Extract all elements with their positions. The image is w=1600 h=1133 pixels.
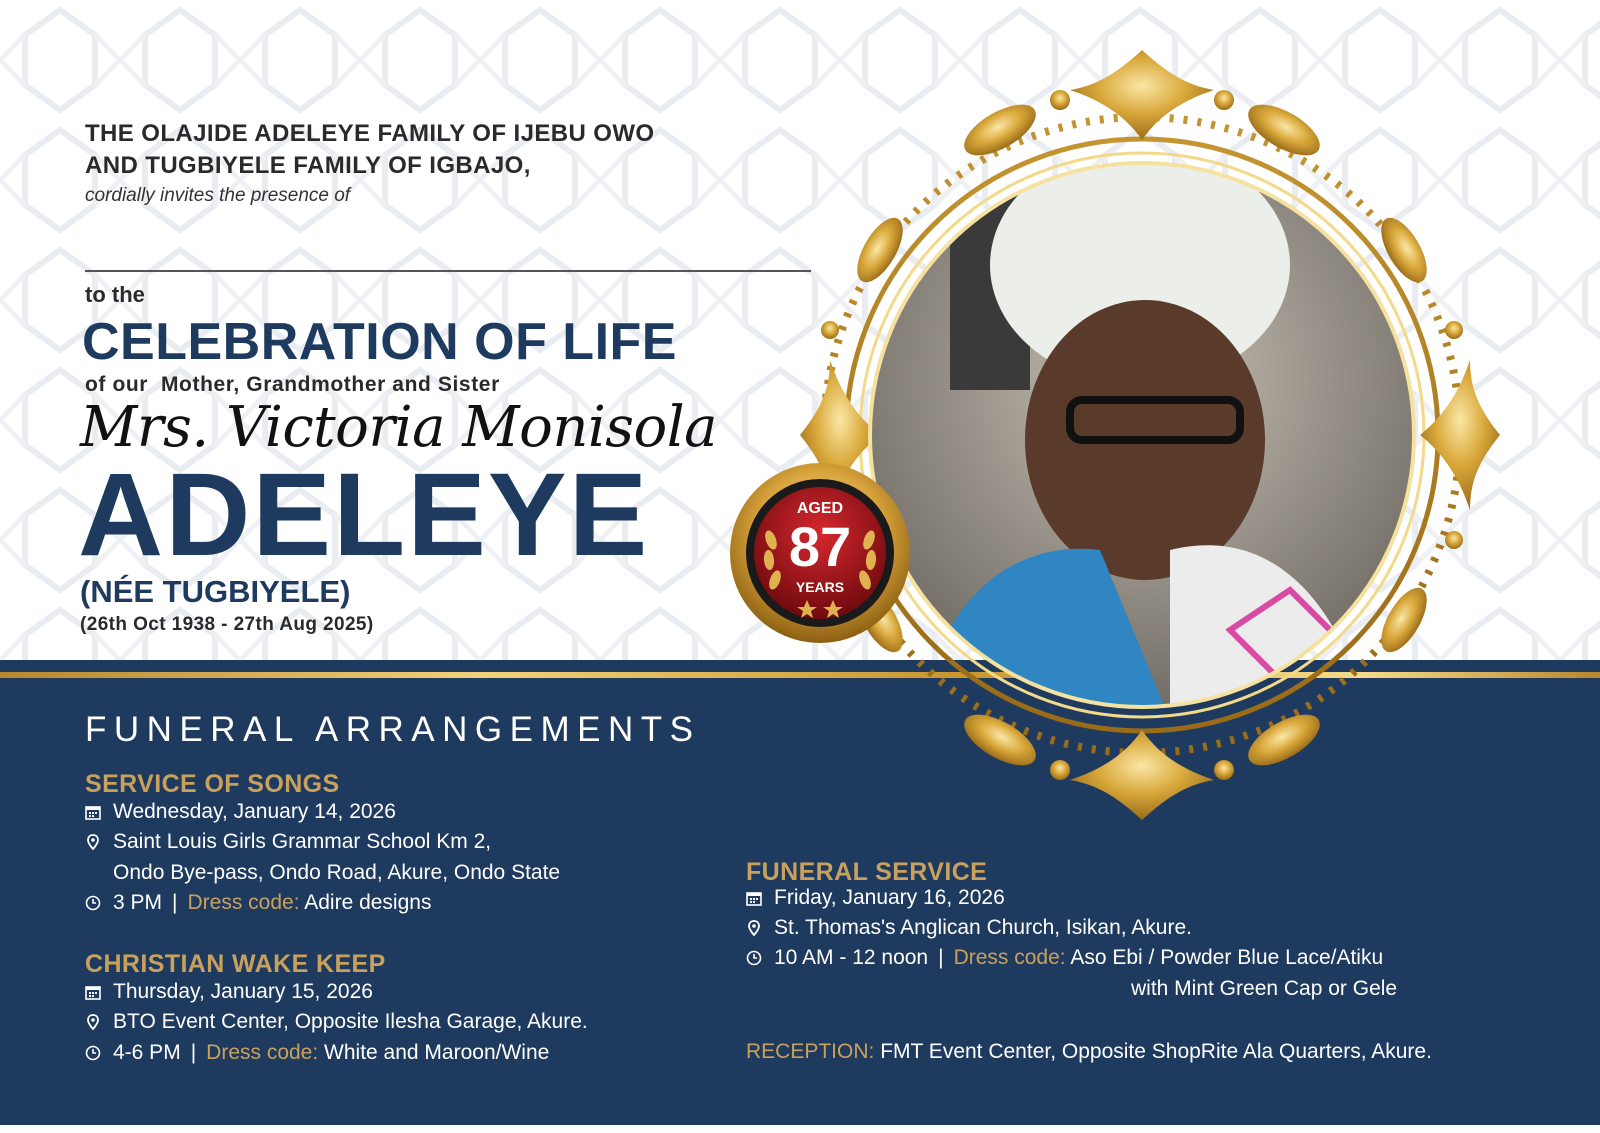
wake-keep-venue — [85, 1010, 588, 1034]
time-text: 4-6 PM — [113, 1041, 181, 1064]
bottom-white-strip — [0, 1125, 1600, 1133]
dress-code-label: Dress code: — [953, 946, 1066, 969]
badge-aged-label: AGED — [796, 500, 844, 517]
venue-text: BTO Event Center, Opposite Ilesha Garage, Akure. — [113, 1010, 588, 1033]
location-pin-icon — [85, 834, 101, 850]
dress-code-text: Aso Ebi / Powder Blue Lace/Atiku — [1070, 946, 1384, 969]
to-the-text: to the — [85, 282, 145, 307]
calendar-icon — [85, 984, 101, 1000]
time-text: 3 PM — [113, 891, 163, 914]
clock-icon — [85, 1045, 101, 1061]
funeral-service-time: 10 AM - 12 noon | Dress code: Aso Ebi / Powder Blue Lace/Atiku — [746, 946, 1383, 970]
deceased-surname: ADELEYE — [78, 449, 650, 581]
portrait-frame — [770, 30, 1570, 860]
dress-code-text: Adire designs — [304, 891, 432, 914]
service-of-songs-venue — [85, 830, 491, 854]
wake-keep-time: 4-6 PM | Dress code: White and Maroon/Wine — [85, 1041, 549, 1065]
venue-line-1: Saint Louis Girls Grammar School Km 2, — [113, 830, 492, 853]
wake-keep-date — [85, 980, 373, 1004]
reception-line — [746, 1040, 1432, 1064]
service-of-songs-title: SERVICE OF SONGS — [85, 770, 340, 798]
funeral-service-date — [746, 886, 1005, 910]
family-line-2: AND TUGBIYELE FAMILY OF IGBAJO, — [85, 152, 531, 179]
venue-text: St. Thomas's Anglican Church, Isikan, Akure. — [774, 916, 1192, 939]
calendar-icon — [85, 804, 101, 820]
badge-age-number: 87 — [788, 515, 852, 578]
reception-venue: FMT Event Center, Opposite ShopRite Ala Quarters, Akure. — [880, 1040, 1432, 1063]
location-pin-icon — [85, 1014, 101, 1030]
invites-text: cordially invites the presence of — [85, 185, 351, 206]
dress-code-line-2: with Mint Green Cap or Gele — [1131, 977, 1398, 1000]
dress-code-label: Dress code: — [187, 891, 300, 914]
reception-label: RECEPTION: — [746, 1040, 875, 1063]
life-dates: (26th Oct 1938 - 27th Aug 2025) — [80, 614, 374, 635]
funeral-service-venue — [746, 916, 1192, 940]
location-pin-icon — [746, 920, 762, 936]
date-text: Wednesday, January 14, 2026 — [113, 800, 396, 823]
time-text: 10 AM - 12 noon — [774, 946, 929, 969]
age-badge — [727, 460, 913, 646]
date-text: Friday, January 16, 2026 — [774, 886, 1005, 909]
divider-rule — [85, 270, 811, 272]
badge-years-label: YEARS — [795, 579, 845, 595]
service-of-songs-date — [85, 800, 396, 824]
calendar-icon — [746, 890, 762, 906]
family-heading — [85, 118, 654, 182]
funeral-service-title: FUNERAL SERVICE — [746, 858, 988, 886]
wake-keep-title: CHRISTIAN WAKE KEEP — [85, 950, 386, 978]
venue-line-2: Ondo Bye-pass, Ondo Road, Akure, Ondo State — [113, 861, 561, 884]
relation-text: of our Mother, Grandmother and Sister — [85, 373, 500, 396]
clock-icon — [746, 950, 762, 966]
celebration-title: CELEBRATION OF LIFE — [82, 313, 677, 371]
dress-code-text: White and Maroon/Wine — [324, 1041, 550, 1064]
date-text: Thursday, January 15, 2026 — [113, 980, 373, 1003]
family-line-1: THE OLAJIDE ADELEYE FAMILY OF IJEBU OWO — [85, 120, 655, 147]
clock-icon — [85, 895, 101, 911]
deceased-first-names: Mrs. Victoria Monisola — [80, 395, 718, 460]
dress-code-label: Dress code: — [206, 1041, 319, 1064]
funeral-arrangements-title: FUNERAL ARRANGEMENTS — [85, 710, 701, 749]
service-of-songs-time: 3 PM | Dress code: Adire designs — [85, 891, 431, 915]
maiden-name: (NÉE TUGBIYELE) — [80, 574, 351, 609]
